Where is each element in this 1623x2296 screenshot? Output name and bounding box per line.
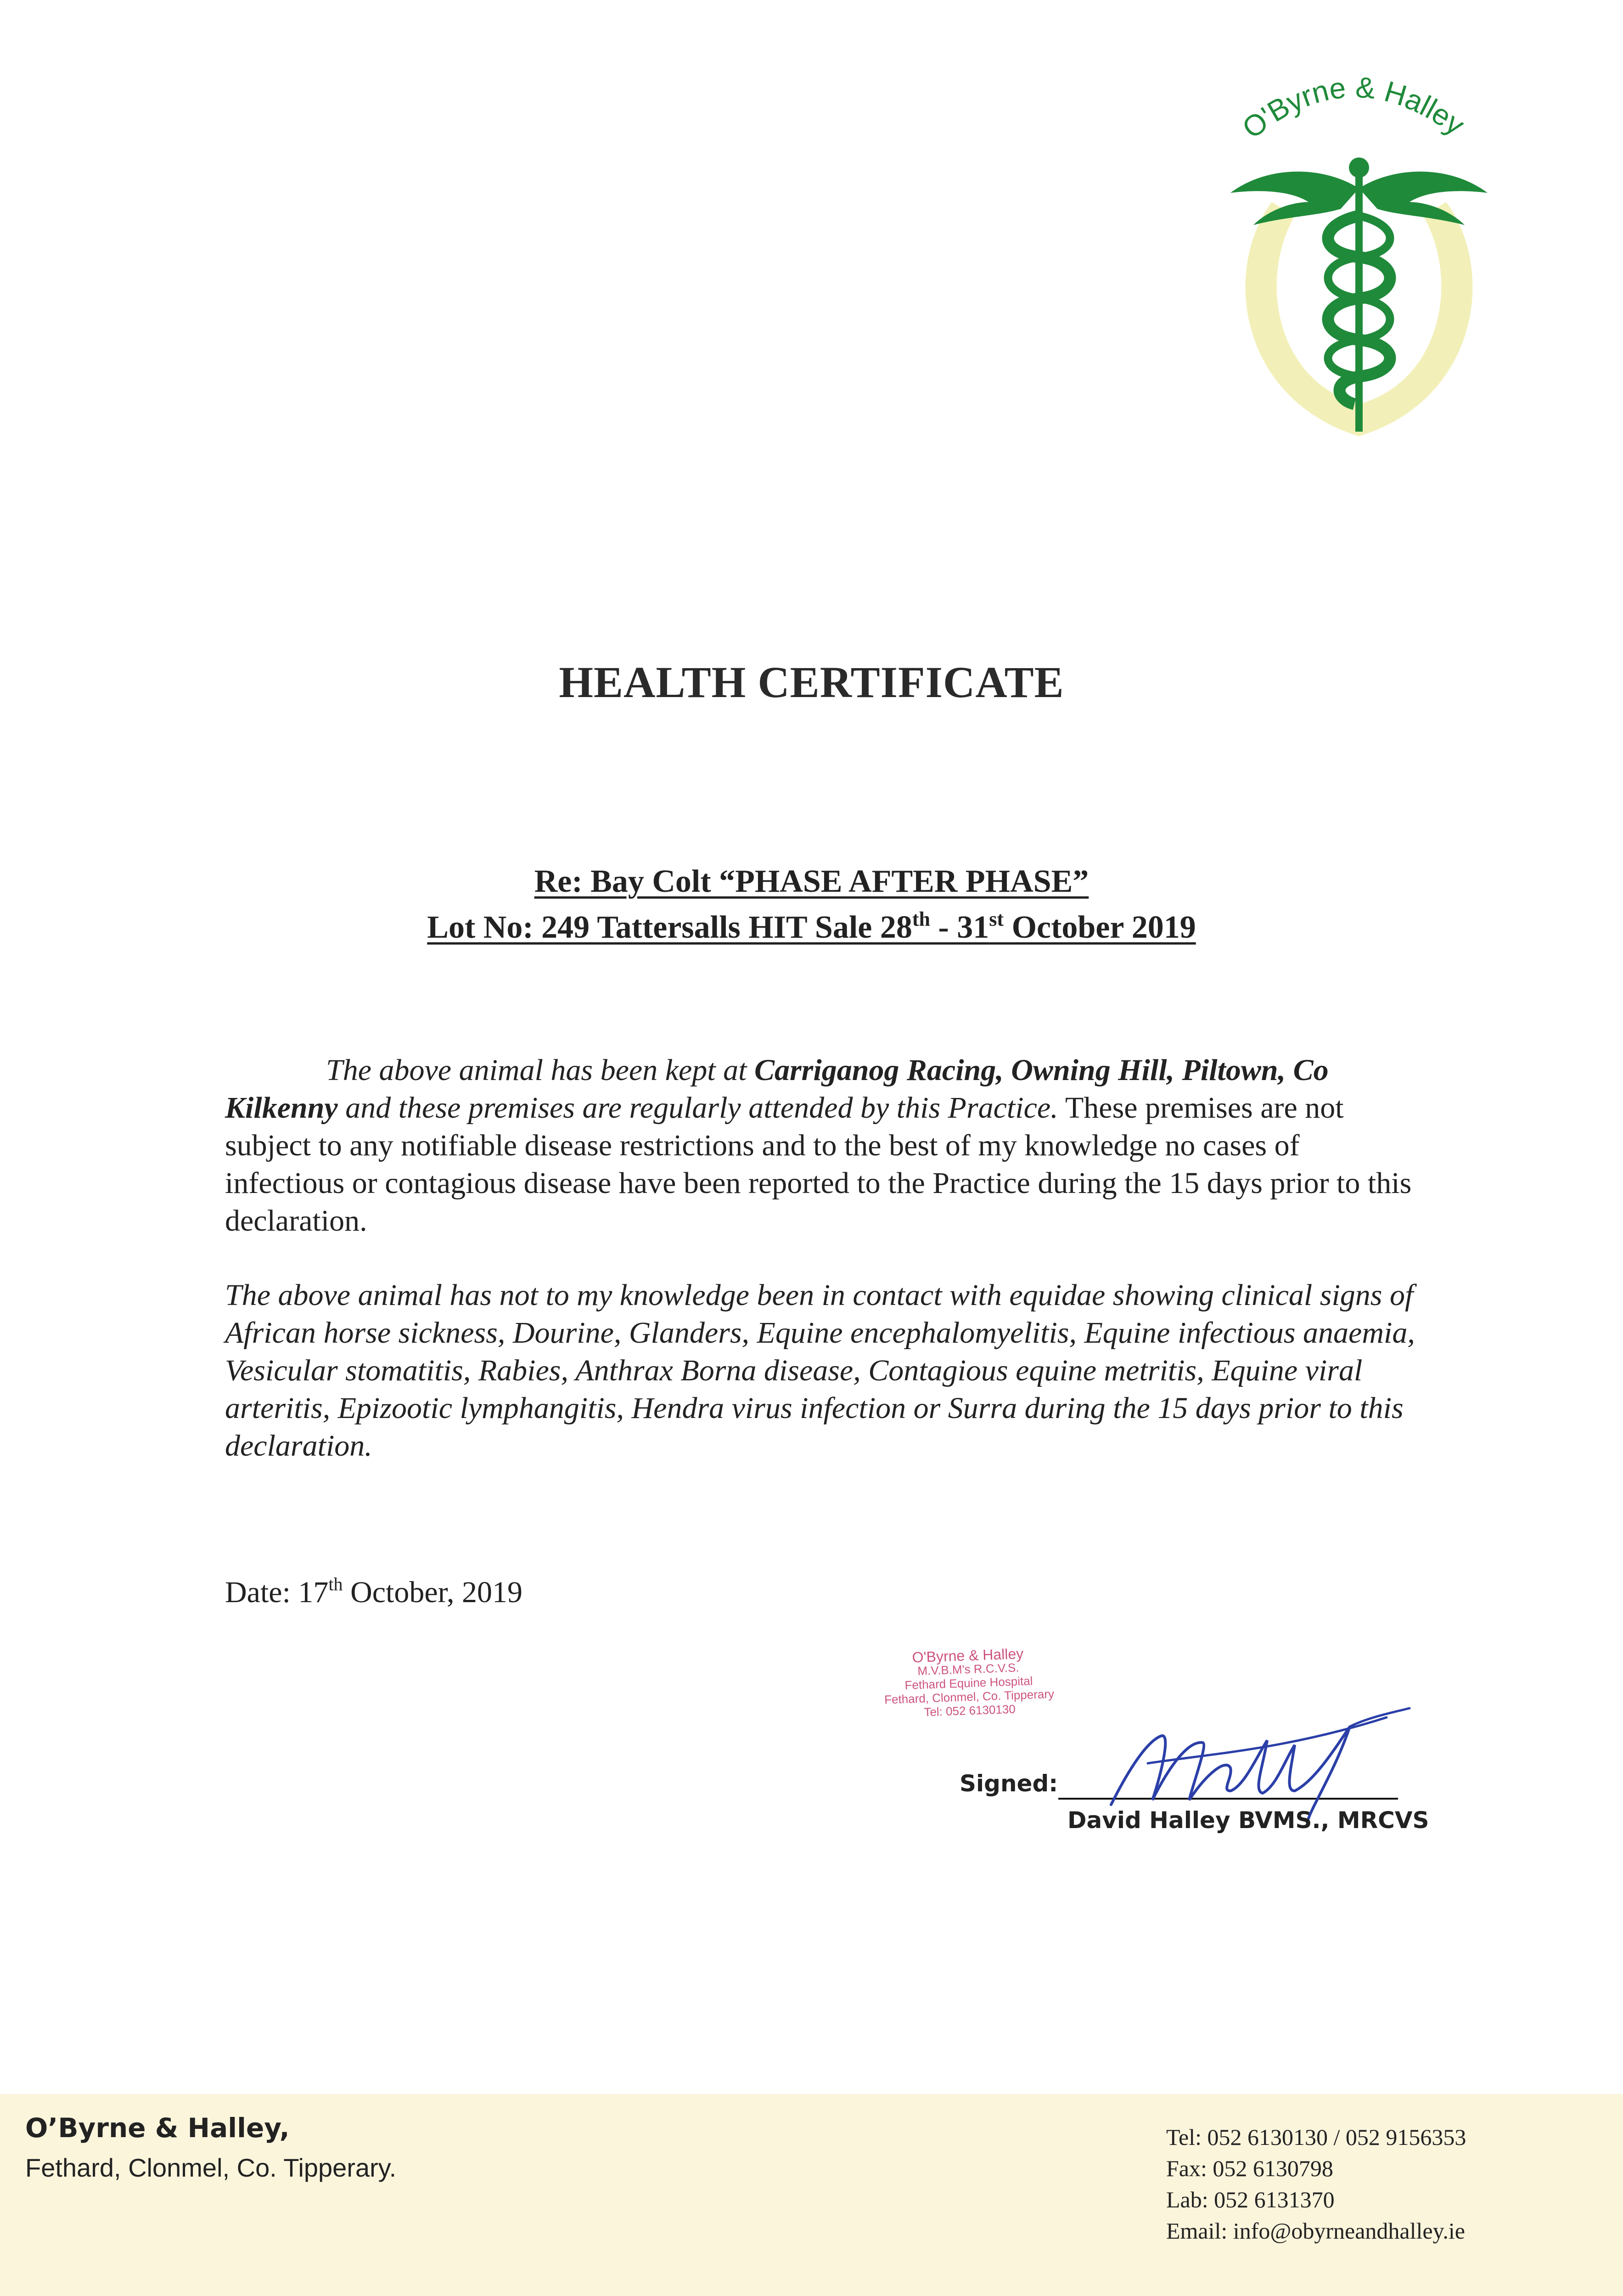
signed-label: Signed:: [960, 1770, 1058, 1797]
lot-sup-2: st: [989, 908, 1004, 930]
footer-contact: [1166, 2122, 1466, 2246]
footer-email[interactable]: Email: info@obyrneandhalley.ie: [1166, 2218, 1465, 2244]
p1-italic-2: and these premises are regularly attended by this Practice.: [337, 1091, 1058, 1125]
p1-italic-1: The above animal has been kept at: [326, 1053, 754, 1087]
lot-line: [427, 910, 1196, 945]
logo-arc-text: O'Byrne & Halley: [1236, 70, 1471, 145]
footer-fax: Fax: 052 6130798: [1166, 2155, 1333, 2181]
footer-lab: Lab: 052 6131370: [1166, 2187, 1335, 2212]
p1-premises-name: Carriganog Racing, Owning Hill, Piltown, Co Kilkenny: [225, 1053, 1329, 1125]
paragraph-diseases: The above animal has not to my knowledge been in contact with equidae showing clinical signs of African horse sickness, Dourine, Glanders, Equine encephalomyelitis, Equine infectious anaemia, Vesicular stomatitis, Rabies, Anthrax Borna disease, Contagious equine metritis, Equine viral arteritis, Epizootic lymphangitis, Hendra virus infection or Surra during the 15 days prior to this declaration.: [225, 1278, 1415, 1463]
lot-middle: - 31: [930, 910, 989, 945]
lot-sup-1: th: [912, 908, 930, 930]
paragraph-premises: [225, 1052, 1419, 1240]
lot-prefix: Lot No: 249 Tattersalls HIT Sale 28: [427, 910, 912, 945]
stamp-line-4: Fethard, Clonmel, Co. Tipperary: [884, 1687, 1055, 1707]
footer-tel: Tel: 052 6130130 / 052 9156353: [1166, 2124, 1466, 2150]
signer-name: David Halley BVMS., MRCVS: [1067, 1807, 1429, 1834]
stamp-line-1: O'Byrne & Halley: [912, 1645, 1024, 1666]
handwritten-signature: [1093, 1699, 1414, 1823]
date-prefix: Date: 17: [225, 1576, 329, 1609]
subject-line: Re: Bay Colt “PHASE AFTER PHASE”: [534, 864, 1089, 899]
stamp-line-3: Fethard Equine Hospital: [904, 1674, 1033, 1692]
date-suffix: October, 2019: [343, 1576, 522, 1609]
subject-block: [0, 859, 1623, 951]
document-title: HEALTH CERTIFICATE: [559, 658, 1064, 707]
footer-address: Fethard, Clonmel, Co. Tipperary.: [25, 2153, 397, 2182]
stamp-line-5: Tel: 052 6130130: [923, 1702, 1016, 1719]
practice-stamp: [862, 1645, 1076, 1721]
footer-practice-name: O’Byrne & Halley,: [25, 2112, 290, 2144]
p1-plain: These premises are not subject to any notifiable disease restrictions and to the best of my knowledge no cases of infectious or contagious disease have been reported to the Practice during the 15 days prior to this declaration.: [225, 1091, 1412, 1238]
stamp-line-2: M.V.B.M's R.C.V.S.: [917, 1660, 1020, 1678]
date-sup: th: [328, 1574, 343, 1594]
certificate-date: [225, 1575, 522, 1610]
practice-logo: [1203, 51, 1515, 455]
lot-suffix: October 2019: [1004, 910, 1196, 945]
caduceus-horseshoe-icon: [1203, 51, 1515, 455]
